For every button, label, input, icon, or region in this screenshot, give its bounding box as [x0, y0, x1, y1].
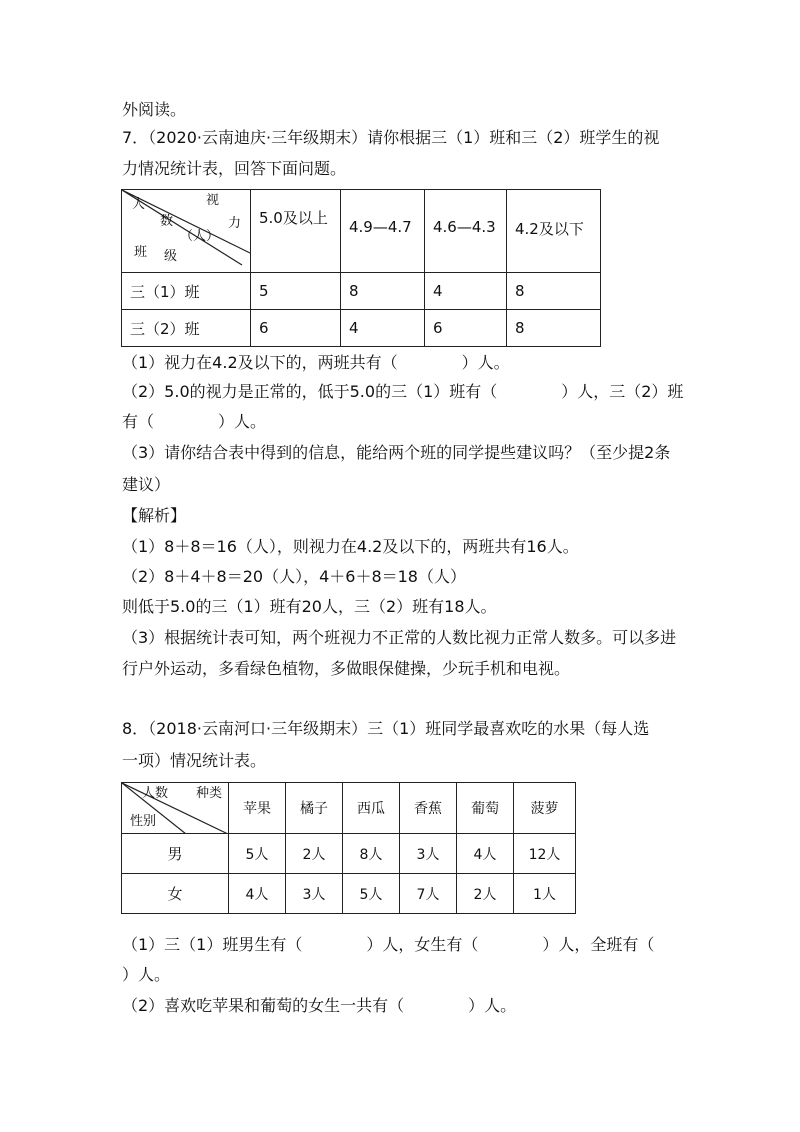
table-cell: 7人 — [400, 874, 457, 914]
row-label: 男 — [122, 834, 229, 874]
column-header: 葡萄 — [457, 783, 514, 834]
column-header: 4.2及以下 — [507, 190, 601, 273]
corner-label: 视 — [206, 193, 220, 208]
table-row — [122, 273, 601, 310]
table-row — [122, 310, 601, 347]
table-cell: 4 — [425, 273, 507, 310]
column-header: 橘子 — [286, 783, 343, 834]
column-header: 苹果 — [229, 783, 286, 834]
question-line: （1）视力在4.2及以下的，两班共有（ ）人。 — [122, 353, 510, 372]
question-line: 有（ ）人。 — [122, 412, 267, 431]
table-cell: 2人 — [457, 874, 514, 914]
column-header: 香蕉 — [400, 783, 457, 834]
column-header: 5.0及以上 — [251, 190, 341, 273]
table-cell: 5人 — [343, 874, 400, 914]
question-line: ）人。 — [122, 965, 171, 984]
corner-label: （人） — [180, 229, 220, 244]
table-cell: 6 — [425, 310, 507, 347]
answer-line: 行户外运动，多看绿色植物，多做眼保健操，少玩手机和电视。 — [122, 659, 571, 678]
corner-label: 数 — [160, 214, 174, 229]
table-cell: 1人 — [514, 874, 576, 914]
table-cell: 8 — [341, 273, 425, 310]
text-line: 外阅读。 — [122, 100, 187, 119]
corner-label: 级 — [164, 249, 178, 264]
row-label: 三（2）班 — [122, 310, 251, 347]
table-cell: 6 — [251, 310, 341, 347]
analysis-heading: 【解析】 — [122, 506, 187, 525]
table-cell: 2人 — [286, 834, 343, 874]
corner-label: 种类 — [196, 786, 223, 801]
corner-label: 人数 — [142, 786, 169, 801]
problem-7-title: 7．（2020·云南迪庆·三年级期末）请你根据三（1）班和三（2）班学生的视 — [122, 128, 660, 147]
question-line: （3）请你结合表中得到的信息，能给两个班的同学提些建议吗？（至少提2条 — [122, 443, 671, 462]
table-cell: 8 — [507, 310, 601, 347]
column-header: 菠萝 — [514, 783, 576, 834]
table-cell: 5 — [251, 273, 341, 310]
table-cell: 8 — [507, 273, 601, 310]
corner-label: 人 — [132, 197, 146, 212]
problem-8-title: 8．（2018·云南河口·三年级期末）三（1）班同学最喜欢吃的水果（每人选 — [122, 719, 650, 738]
fruit-table — [121, 782, 576, 914]
table-row — [122, 834, 576, 874]
question-line: 建议） — [122, 475, 171, 494]
table-cell: 12人 — [514, 834, 576, 874]
text-line: 一项）情况统计表。 — [122, 751, 267, 770]
row-label: 女 — [122, 874, 229, 914]
table-cell: 8人 — [343, 834, 400, 874]
answer-line: （2）8＋4＋8＝20（人），4＋6＋8＝18（人） — [122, 567, 466, 586]
table-corner-cell — [122, 190, 251, 273]
corner-label: 力 — [228, 216, 242, 231]
vision-table — [121, 189, 601, 347]
column-header: 4.6—4.3 — [425, 190, 507, 273]
table-row — [122, 874, 576, 914]
answer-line: （1）8＋8＝16（人），则视力在4.2及以下的，两班共有16人。 — [122, 537, 579, 556]
question-line: （2）喜欢吃苹果和葡萄的女生一共有（ ）人。 — [122, 996, 517, 1015]
table-corner-cell — [122, 783, 229, 834]
question-line: （1）三（1）班男生有（ ）人，女生有（ ）人，全班有（ — [122, 935, 655, 954]
answer-line: 则低于5.0的三（1）班有20人，三（2）班有18人。 — [122, 597, 497, 616]
table-cell: 4人 — [457, 834, 514, 874]
corner-label: 班 — [134, 245, 148, 260]
table-cell: 3人 — [400, 834, 457, 874]
question-line: （2）5.0的视力是正常的，低于5.0的三（1）班有（ ）人，三（2）班 — [122, 382, 684, 401]
table-cell: 4人 — [229, 874, 286, 914]
column-header: 西瓜 — [343, 783, 400, 834]
corner-label: 性别 — [130, 814, 157, 829]
answer-line: （3）根据统计表可知，两个班视力不正常的人数比视力正常人数多。可以多进 — [122, 628, 677, 647]
row-label: 三（1）班 — [122, 273, 251, 310]
column-header: 4.9—4.7 — [341, 190, 425, 273]
table-cell: 3人 — [286, 874, 343, 914]
table-cell: 5人 — [229, 834, 286, 874]
text-line: 力情况统计表，回答下面问题。 — [122, 159, 347, 178]
table-cell: 4 — [341, 310, 425, 347]
